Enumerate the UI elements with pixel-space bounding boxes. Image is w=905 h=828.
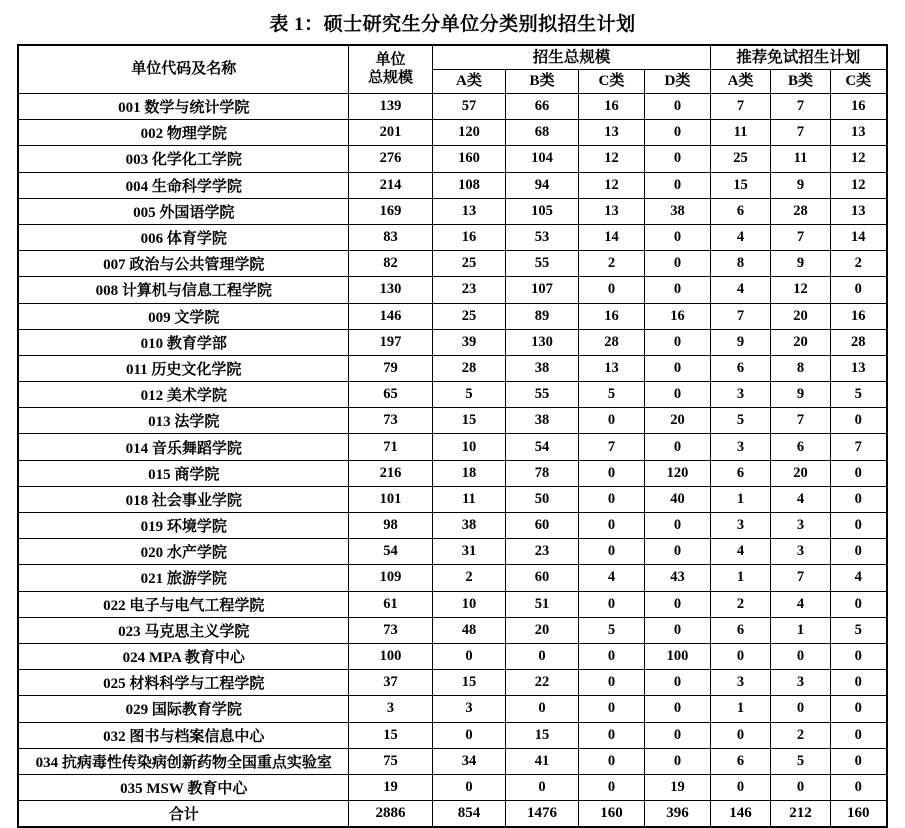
row-enroll-d: 0	[644, 355, 710, 381]
row-unit-total: 216	[348, 460, 432, 486]
row-exempt-a: 5	[710, 408, 770, 434]
row-exempt-b: 0	[770, 774, 830, 800]
row-unit-total: 54	[348, 539, 432, 565]
row-enroll-b: 55	[505, 251, 578, 277]
row-exempt-c: 0	[830, 277, 886, 303]
row-unit-name: 012 美术学院	[18, 382, 348, 408]
row-exempt-b: 11	[770, 146, 830, 172]
row-enroll-d: 0	[644, 722, 710, 748]
row-enroll-b: 51	[505, 591, 578, 617]
row-exempt-c: 5	[830, 617, 886, 643]
table-row	[18, 303, 886, 329]
row-enroll-b: 38	[505, 355, 578, 381]
row-exempt-a: 15	[710, 172, 770, 198]
row-unit-name: 024 MPA 教育中心	[18, 643, 348, 669]
row-enroll-a: 0	[432, 774, 505, 800]
row-enroll-c: 4	[578, 565, 644, 591]
row-unit-name: 019 环境学院	[18, 513, 348, 539]
row-exempt-c: 0	[830, 748, 886, 774]
row-enroll-c: 0	[578, 591, 644, 617]
row-exempt-c: 12	[830, 146, 886, 172]
row-exempt-a: 8	[710, 251, 770, 277]
header-group-enroll: 招生总规模	[432, 45, 710, 70]
row-exempt-c: 0	[830, 643, 886, 669]
row-enroll-b: 50	[505, 486, 578, 512]
row-enroll-c: 0	[578, 539, 644, 565]
row-enroll-c: 0	[578, 460, 644, 486]
row-exempt-b: 9	[770, 382, 830, 408]
row-enroll-c: 13	[578, 120, 644, 146]
row-exempt-a: 3	[710, 434, 770, 460]
header-exempt-c: C类	[830, 70, 886, 94]
row-unit-total: 139	[348, 94, 432, 120]
table-footer	[18, 801, 886, 828]
row-enroll-a: 108	[432, 172, 505, 198]
row-exempt-c: 0	[830, 591, 886, 617]
row-enroll-d: 0	[644, 591, 710, 617]
row-enroll-a: 10	[432, 591, 505, 617]
row-enroll-d: 38	[644, 198, 710, 224]
row-enroll-d: 0	[644, 382, 710, 408]
row-unit-name: 004 生命科学学院	[18, 172, 348, 198]
row-enroll-d: 20	[644, 408, 710, 434]
row-unit-name: 032 图书与档案信息中心	[18, 722, 348, 748]
row-enroll-b: 0	[505, 774, 578, 800]
row-unit-name: 018 社会事业学院	[18, 486, 348, 512]
row-exempt-a: 6	[710, 198, 770, 224]
row-enroll-d: 0	[644, 94, 710, 120]
row-exempt-b: 7	[770, 94, 830, 120]
row-enroll-a: 15	[432, 670, 505, 696]
row-enroll-b: 53	[505, 224, 578, 250]
row-exempt-c: 14	[830, 224, 886, 250]
table-row	[18, 120, 886, 146]
table-row	[18, 172, 886, 198]
row-enroll-b: 20	[505, 617, 578, 643]
row-unit-name: 007 政治与公共管理学院	[18, 251, 348, 277]
header-row-1	[18, 45, 886, 70]
row-exempt-c: 16	[830, 303, 886, 329]
header-unit-total	[348, 45, 432, 94]
page-title: 表 1：硕士研究生分单位分类别拟招生计划	[269, 14, 636, 35]
table-header	[18, 45, 886, 94]
row-exempt-c: 5	[830, 382, 886, 408]
row-enroll-c: 5	[578, 617, 644, 643]
row-exempt-c: 16	[830, 94, 886, 120]
row-enroll-c: 5	[578, 382, 644, 408]
row-enroll-a: 3	[432, 696, 505, 722]
row-unit-total: 100	[348, 643, 432, 669]
total-enroll-c: 160	[578, 801, 644, 828]
table-row	[18, 617, 886, 643]
total-row	[18, 801, 886, 828]
row-enroll-b: 60	[505, 565, 578, 591]
row-enroll-d: 0	[644, 329, 710, 355]
row-unit-name: 035 MSW 教育中心	[18, 774, 348, 800]
total-enroll-d: 396	[644, 801, 710, 828]
table-row	[18, 513, 886, 539]
row-exempt-b: 4	[770, 591, 830, 617]
row-unit-name: 015 商学院	[18, 460, 348, 486]
row-exempt-b: 1	[770, 617, 830, 643]
row-enroll-d: 0	[644, 748, 710, 774]
row-enroll-a: 13	[432, 198, 505, 224]
row-enroll-c: 7	[578, 434, 644, 460]
total-exempt-b: 212	[770, 801, 830, 828]
row-enroll-d: 0	[644, 670, 710, 696]
row-enroll-d: 0	[644, 434, 710, 460]
row-enroll-d: 0	[644, 513, 710, 539]
header-unit: 单位代码及名称	[18, 45, 348, 94]
row-exempt-c: 0	[830, 486, 886, 512]
table-row	[18, 382, 886, 408]
row-enroll-c: 0	[578, 748, 644, 774]
table-row	[18, 94, 886, 120]
row-exempt-b: 3	[770, 539, 830, 565]
row-exempt-b: 20	[770, 460, 830, 486]
total-enroll-a: 854	[432, 801, 505, 828]
row-enroll-a: 10	[432, 434, 505, 460]
row-unit-total: 146	[348, 303, 432, 329]
row-unit-name: 008 计算机与信息工程学院	[18, 277, 348, 303]
row-enroll-a: 31	[432, 539, 505, 565]
row-enroll-c: 12	[578, 172, 644, 198]
row-enroll-d: 40	[644, 486, 710, 512]
header-exempt-a: A类	[710, 70, 770, 94]
total-label: 合计	[18, 801, 348, 828]
row-exempt-b: 20	[770, 329, 830, 355]
row-exempt-c: 0	[830, 774, 886, 800]
row-exempt-b: 28	[770, 198, 830, 224]
row-exempt-c: 0	[830, 460, 886, 486]
header-enroll-c: C类	[578, 70, 644, 94]
row-enroll-b: 105	[505, 198, 578, 224]
row-enroll-a: 48	[432, 617, 505, 643]
row-exempt-b: 0	[770, 643, 830, 669]
row-enroll-a: 15	[432, 408, 505, 434]
row-exempt-a: 6	[710, 460, 770, 486]
row-unit-name: 005 外国语学院	[18, 198, 348, 224]
row-enroll-d: 0	[644, 539, 710, 565]
row-enroll-d: 0	[644, 120, 710, 146]
header-enroll-d: D类	[644, 70, 710, 94]
row-enroll-d: 0	[644, 251, 710, 277]
row-unit-name: 006 体育学院	[18, 224, 348, 250]
row-unit-total: 61	[348, 591, 432, 617]
row-exempt-a: 1	[710, 696, 770, 722]
row-enroll-c: 0	[578, 643, 644, 669]
row-exempt-b: 3	[770, 670, 830, 696]
row-unit-name: 011 历史文化学院	[18, 355, 348, 381]
row-exempt-a: 4	[710, 277, 770, 303]
row-enroll-b: 55	[505, 382, 578, 408]
row-exempt-a: 3	[710, 382, 770, 408]
row-exempt-c: 7	[830, 434, 886, 460]
row-exempt-b: 12	[770, 277, 830, 303]
row-exempt-c: 0	[830, 408, 886, 434]
table-row	[18, 408, 886, 434]
row-exempt-a: 0	[710, 774, 770, 800]
table-row	[18, 486, 886, 512]
row-enroll-a: 2	[432, 565, 505, 591]
row-enroll-c: 0	[578, 722, 644, 748]
row-enroll-a: 57	[432, 94, 505, 120]
row-enroll-c: 0	[578, 408, 644, 434]
row-enroll-c: 0	[578, 696, 644, 722]
row-exempt-c: 13	[830, 120, 886, 146]
table-row	[18, 146, 886, 172]
row-exempt-c: 0	[830, 696, 886, 722]
row-exempt-a: 7	[710, 303, 770, 329]
row-exempt-a: 2	[710, 591, 770, 617]
table-row	[18, 329, 886, 355]
row-exempt-b: 9	[770, 251, 830, 277]
row-unit-total: 109	[348, 565, 432, 591]
table-row	[18, 539, 886, 565]
table-row	[18, 251, 886, 277]
row-enroll-c: 14	[578, 224, 644, 250]
table-row	[18, 722, 886, 748]
row-unit-total: 15	[348, 722, 432, 748]
row-unit-total: 214	[348, 172, 432, 198]
table-row	[18, 696, 886, 722]
row-unit-total: 75	[348, 748, 432, 774]
row-enroll-b: 66	[505, 94, 578, 120]
row-enroll-a: 18	[432, 460, 505, 486]
row-enroll-a: 39	[432, 329, 505, 355]
row-exempt-a: 0	[710, 722, 770, 748]
table-row	[18, 198, 886, 224]
row-unit-name: 022 电子与电气工程学院	[18, 591, 348, 617]
row-enroll-c: 13	[578, 355, 644, 381]
row-exempt-c: 2	[830, 251, 886, 277]
table-row	[18, 460, 886, 486]
row-enroll-b: 0	[505, 643, 578, 669]
header-enroll-a: A类	[432, 70, 505, 94]
row-enroll-b: 130	[505, 329, 578, 355]
row-enroll-d: 16	[644, 303, 710, 329]
row-enroll-c: 16	[578, 303, 644, 329]
enrollment-plan-table	[17, 44, 887, 828]
row-enroll-a: 120	[432, 120, 505, 146]
row-enroll-b: 68	[505, 120, 578, 146]
row-enroll-c: 0	[578, 486, 644, 512]
row-enroll-a: 23	[432, 277, 505, 303]
row-enroll-d: 0	[644, 172, 710, 198]
row-unit-total: 3	[348, 696, 432, 722]
row-exempt-b: 8	[770, 355, 830, 381]
table-body	[18, 94, 886, 801]
row-enroll-c: 0	[578, 513, 644, 539]
row-exempt-b: 5	[770, 748, 830, 774]
row-enroll-c: 0	[578, 277, 644, 303]
table-row	[18, 670, 886, 696]
row-unit-total: 19	[348, 774, 432, 800]
total-exempt-c: 160	[830, 801, 886, 828]
row-exempt-c: 28	[830, 329, 886, 355]
row-exempt-b: 4	[770, 486, 830, 512]
row-exempt-b: 7	[770, 120, 830, 146]
table-row	[18, 643, 886, 669]
row-unit-total: 82	[348, 251, 432, 277]
row-exempt-b: 7	[770, 224, 830, 250]
row-exempt-c: 0	[830, 722, 886, 748]
row-enroll-c: 16	[578, 94, 644, 120]
row-unit-name: 029 国际教育学院	[18, 696, 348, 722]
total-enroll-b: 1476	[505, 801, 578, 828]
row-exempt-b: 9	[770, 172, 830, 198]
row-exempt-c: 12	[830, 172, 886, 198]
row-enroll-b: 89	[505, 303, 578, 329]
row-exempt-a: 25	[710, 146, 770, 172]
row-exempt-b: 0	[770, 696, 830, 722]
header-group-exempt: 推荐免试招生计划	[710, 45, 886, 70]
row-enroll-a: 160	[432, 146, 505, 172]
row-enroll-b: 78	[505, 460, 578, 486]
row-exempt-a: 3	[710, 513, 770, 539]
row-enroll-b: 94	[505, 172, 578, 198]
row-unit-total: 83	[348, 224, 432, 250]
row-exempt-a: 4	[710, 224, 770, 250]
row-exempt-b: 7	[770, 408, 830, 434]
table-row	[18, 224, 886, 250]
row-unit-total: 101	[348, 486, 432, 512]
row-enroll-d: 0	[644, 224, 710, 250]
row-exempt-a: 6	[710, 355, 770, 381]
row-unit-name: 009 文学院	[18, 303, 348, 329]
row-unit-total: 71	[348, 434, 432, 460]
header-exempt-b: B类	[770, 70, 830, 94]
row-enroll-a: 38	[432, 513, 505, 539]
row-exempt-c: 0	[830, 670, 886, 696]
row-enroll-c: 0	[578, 670, 644, 696]
row-unit-total: 73	[348, 408, 432, 434]
row-enroll-a: 11	[432, 486, 505, 512]
row-enroll-a: 25	[432, 303, 505, 329]
row-unit-name: 003 化学化工学院	[18, 146, 348, 172]
row-exempt-c: 4	[830, 565, 886, 591]
row-exempt-a: 1	[710, 565, 770, 591]
total-unit-total: 2886	[348, 801, 432, 828]
row-unit-name: 013 法学院	[18, 408, 348, 434]
header-unit-total-line2: 总规模	[367, 69, 413, 86]
row-exempt-a: 0	[710, 643, 770, 669]
row-enroll-c: 0	[578, 774, 644, 800]
row-enroll-b: 15	[505, 722, 578, 748]
row-enroll-b: 41	[505, 748, 578, 774]
row-enroll-a: 5	[432, 382, 505, 408]
row-enroll-d: 0	[644, 146, 710, 172]
row-unit-name: 001 数学与统计学院	[18, 94, 348, 120]
row-enroll-b: 60	[505, 513, 578, 539]
row-exempt-a: 6	[710, 617, 770, 643]
header-enroll-b: B类	[505, 70, 578, 94]
total-exempt-a: 146	[710, 801, 770, 828]
table-row	[18, 774, 886, 800]
row-unit-name: 021 旅游学院	[18, 565, 348, 591]
row-exempt-a: 7	[710, 94, 770, 120]
row-unit-total: 98	[348, 513, 432, 539]
row-enroll-d: 120	[644, 460, 710, 486]
row-enroll-a: 0	[432, 643, 505, 669]
row-enroll-c: 28	[578, 329, 644, 355]
row-enroll-b: 107	[505, 277, 578, 303]
row-exempt-c: 0	[830, 513, 886, 539]
row-exempt-a: 9	[710, 329, 770, 355]
row-unit-total: 79	[348, 355, 432, 381]
row-enroll-b: 0	[505, 696, 578, 722]
header-unit-total-line1: 单位	[375, 52, 406, 69]
row-exempt-b: 3	[770, 513, 830, 539]
row-exempt-a: 1	[710, 486, 770, 512]
row-enroll-d: 0	[644, 277, 710, 303]
row-enroll-a: 34	[432, 748, 505, 774]
row-unit-name: 010 教育学部	[18, 329, 348, 355]
row-unit-name: 023 马克思主义学院	[18, 617, 348, 643]
row-enroll-a: 25	[432, 251, 505, 277]
table-row	[18, 434, 886, 460]
row-unit-name: 025 材料科学与工程学院	[18, 670, 348, 696]
row-unit-total: 169	[348, 198, 432, 224]
row-enroll-d: 0	[644, 617, 710, 643]
row-exempt-c: 13	[830, 355, 886, 381]
row-enroll-d: 0	[644, 696, 710, 722]
row-unit-total: 37	[348, 670, 432, 696]
row-enroll-d: 100	[644, 643, 710, 669]
row-unit-name: 002 物理学院	[18, 120, 348, 146]
row-enroll-b: 22	[505, 670, 578, 696]
row-enroll-b: 54	[505, 434, 578, 460]
table-row	[18, 591, 886, 617]
row-enroll-a: 0	[432, 722, 505, 748]
row-exempt-a: 4	[710, 539, 770, 565]
row-unit-total: 276	[348, 146, 432, 172]
row-enroll-c: 2	[578, 251, 644, 277]
table-row	[18, 277, 886, 303]
row-enroll-d: 43	[644, 565, 710, 591]
row-enroll-b: 23	[505, 539, 578, 565]
row-enroll-a: 28	[432, 355, 505, 381]
row-exempt-c: 13	[830, 198, 886, 224]
row-exempt-c: 0	[830, 539, 886, 565]
row-exempt-a: 6	[710, 748, 770, 774]
row-unit-total: 197	[348, 329, 432, 355]
table-row	[18, 565, 886, 591]
row-enroll-b: 104	[505, 146, 578, 172]
row-unit-name: 034 抗病毒性传染病创新药物全国重点实验室	[18, 748, 348, 774]
row-unit-total: 65	[348, 382, 432, 408]
row-enroll-b: 38	[505, 408, 578, 434]
row-unit-name: 014 音乐舞蹈学院	[18, 434, 348, 460]
row-enroll-d: 19	[644, 774, 710, 800]
row-exempt-b: 2	[770, 722, 830, 748]
row-unit-total: 130	[348, 277, 432, 303]
row-enroll-a: 16	[432, 224, 505, 250]
row-exempt-b: 6	[770, 434, 830, 460]
table-row	[18, 748, 886, 774]
row-exempt-a: 11	[710, 120, 770, 146]
row-exempt-b: 20	[770, 303, 830, 329]
row-unit-total: 201	[348, 120, 432, 146]
row-enroll-c: 12	[578, 146, 644, 172]
row-unit-name: 020 水产学院	[18, 539, 348, 565]
row-exempt-a: 3	[710, 670, 770, 696]
table-row	[18, 355, 886, 381]
row-enroll-c: 13	[578, 198, 644, 224]
row-exempt-b: 7	[770, 565, 830, 591]
row-unit-total: 73	[348, 617, 432, 643]
